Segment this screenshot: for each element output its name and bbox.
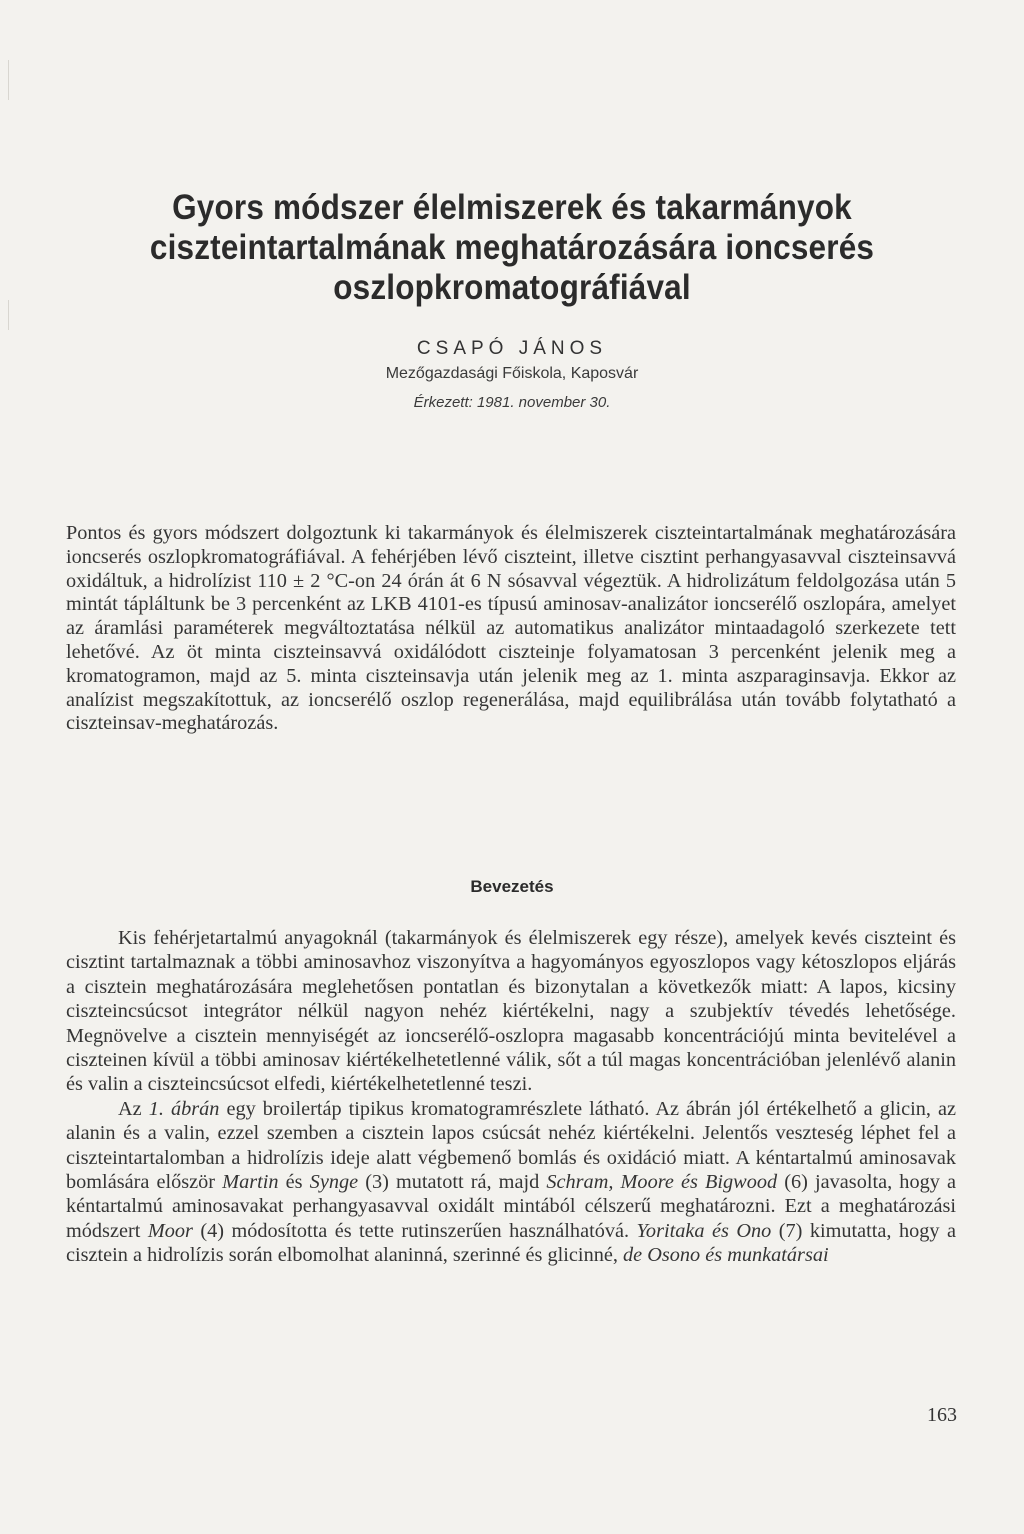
- body-paragraph-2: [66, 1097, 956, 1268]
- text-run: (7) kimutatta, hogy a cisztein a hidrolízis során elbomolhat alaninná, szerinné és glicinné,: [66, 1219, 956, 1267]
- received-date: Érkezett: 1981. november 30.: [413, 394, 611, 411]
- author-affiliation: Mezőgazdasági Főiskola, Kaposvár: [385, 365, 639, 382]
- page-number: 163: [927, 1404, 957, 1426]
- title-line-1: Gyors módszer élelmiszerek és takarmányok: [172, 188, 852, 227]
- body-paragraph-1: Kis fehérjetartalmú anyagoknál (takarmányok és élelmiszerek egy része), amelyek kevés ciszteint és cisztint tartalmaznak a többi aminosavhoz viszonyítva a hagyományos egyoszlopos vagy kétoszlopos eljárás a cisztein meghatározására meglehetősen pontatlan és bizonytalan a következők miatt: A lapos, kicsiny ciszteincsúcsot integrátor nélkül nagyon nehéz kiértékelni, nagy a szubjektív tévedés lehetősége. Megnövelve a cisztein mennyiségét az ioncserélő-oszlopra magasabb koncentrációjú minta bevitelével a ciszteinen kívül a többi aminosav kiértékelhetetlenné válik, sőt a túl magas koncentrációban jelenlévő alanin és valin a ciszteincsúcsot elfedi, kiértékelhetetlenné teszi.: [66, 927, 956, 1096]
- text-run: egy broilertáp tipikus kromatogramrészlete látható. Az ábrán jól értékelhető a glicin, az alanin és a valin, ezzel szemben a cisztein lapos csúcsát nehéz kiértékelni. Jelentős veszteség léphet fel a ciszteintartalomban a hidrolízis ideje alatt végbemenő bomlás és oxidáció miatt. A kéntartalmú aminosavak bomlására először: [66, 1097, 957, 1194]
- text-run: (4) módosította és tette rutinszerűen használhatóvá.: [192, 1219, 637, 1242]
- section-heading: Bevezetés: [470, 877, 554, 896]
- title-line-2: ciszteintartalmának meghatározására ioncserés: [149, 228, 875, 267]
- article-title: [141, 188, 883, 308]
- author-citation: Martin: [222, 1171, 279, 1194]
- scan-margin-mark: [8, 300, 9, 330]
- scan-margin-mark: [8, 60, 9, 100]
- text-run: Az: [118, 1097, 149, 1120]
- abstract: Pontos és gyors módszert dolgoztunk ki takarmányok és élelmiszerek ciszteintartalmának meghatározására ioncserés oszlopkromatográfiával. A fehérjében lévő ciszteint, illetve cisztint perhangyasavval ciszteinsavvá oxidáltuk, a hidrolízist 110 ± 2 °C-on 24 órán át 6 N sósavval végeztük. A hidrolizátum feldolgozása után 5 mintát tápláltunk be 3 percenként az LKB 4101-es típusú aminosav-analizátor ioncserélő oszlopára, amelyet az áramlási paraméterek megváltoztatása nélkül az automatikus analizátor mintaadagoló szerkezete tett lehetővé. Az öt minta ciszteinsavvá oxidálódott ciszteinje folyamatosan 3 percenként jelenik meg a kromatogramon, majd az 5. minta ciszteinsavja után jelenik meg az 1. minta aszparaginsavja. Ekkor az analízist megszakítottuk, az ioncserélő oszlop regenerálása, majd equilibrálása után tovább folytatható a ciszteinsav-meghatározás.: [66, 522, 956, 735]
- title-line-3: oszlopkromatográfiával: [333, 268, 691, 307]
- figure-reference: 1. ábrán: [148, 1097, 220, 1120]
- text-run: (3) mutatott rá, majd: [358, 1171, 547, 1194]
- section-body: [66, 926, 956, 1268]
- author-citation: de Osono és munkatársai: [623, 1244, 829, 1267]
- text-run: és: [278, 1171, 310, 1194]
- author-name: CSAPÓ JÁNOS: [416, 338, 608, 359]
- author-citation: Schram, Moore és Bigwood: [546, 1171, 778, 1194]
- text-run: (6) javasolta, hogy a kéntartalmú aminosavakat perhangyasavval oxidált mintából célszerű meghatározni. Ezt a meghatározási módszert: [66, 1171, 956, 1242]
- author-citation: Moor: [147, 1219, 193, 1242]
- author-citation: Synge: [309, 1171, 359, 1194]
- author-citation: Yoritaka és Ono: [636, 1219, 772, 1242]
